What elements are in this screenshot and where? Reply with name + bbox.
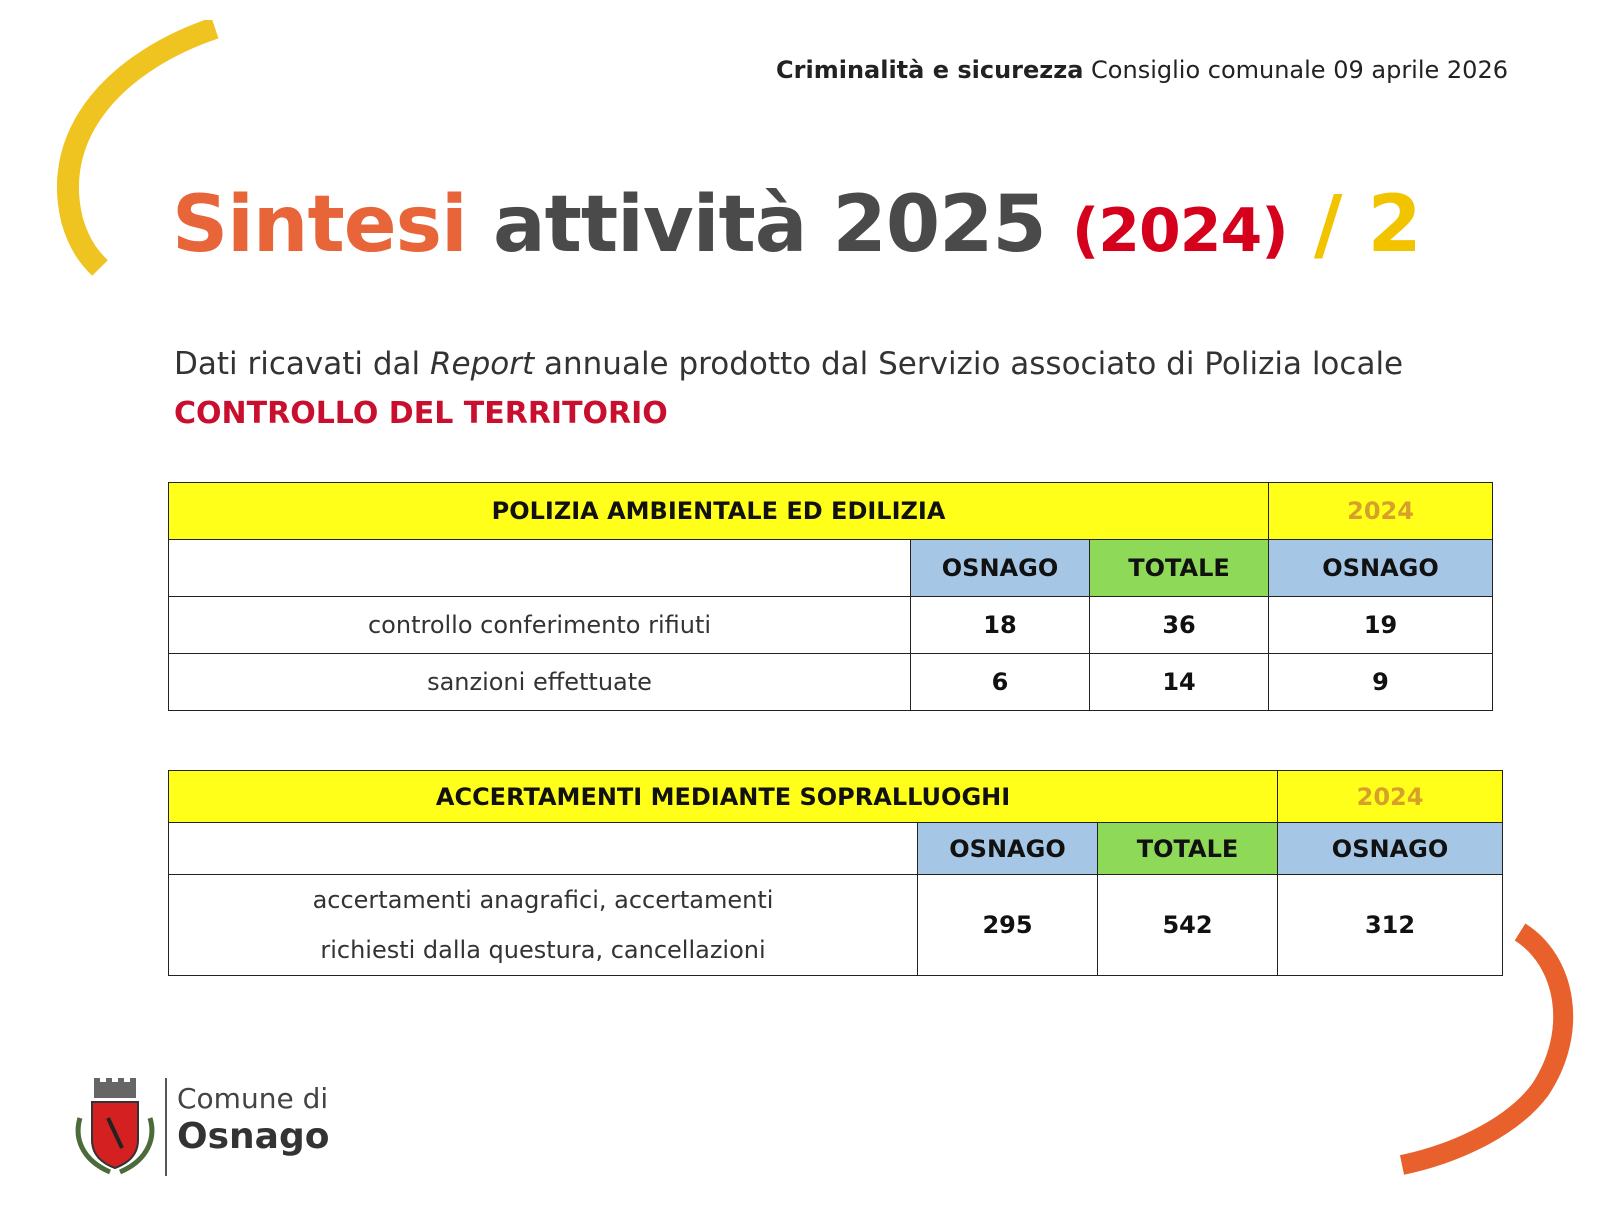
header-event: Consiglio comunale 09 aprile 2026 [1091, 56, 1508, 84]
table1-year: 2024 [1269, 483, 1493, 540]
intro-text [174, 346, 1403, 382]
title-part1: Sintesi [172, 180, 467, 270]
table2-col-totale: TOTALE [1098, 823, 1278, 875]
cell-osnago-2024: 19 [1269, 597, 1493, 654]
cell-totale: 542 [1098, 875, 1278, 976]
table2-col-osnago-2024: OSNAGO [1278, 823, 1503, 875]
section-title: CONTROLLO DEL TERRITORIO [174, 396, 668, 431]
cell-osnago-2024: 312 [1278, 875, 1503, 976]
title-part4: / 2 [1313, 180, 1421, 270]
table1-col-osnago-2024: OSNAGO [1269, 540, 1493, 597]
row-label [169, 875, 918, 976]
row-label-line1: accertamenti anagrafici, accertamenti [312, 886, 774, 914]
cell-osnago: 6 [911, 654, 1090, 711]
table2-year: 2024 [1278, 771, 1503, 823]
table1-empty-header [169, 540, 911, 597]
table-row [169, 875, 1503, 976]
title-part2: attività 2025 [492, 180, 1046, 270]
logo-line1: Comune di [177, 1082, 329, 1115]
table-row [169, 597, 1493, 654]
logo-separator [165, 1078, 167, 1176]
title-part3: (2024) [1071, 196, 1288, 266]
table1-title: POLIZIA AMBIENTALE ED EDILIZIA [169, 483, 1269, 540]
row-label: controllo conferimento rifiuti [169, 597, 911, 654]
cell-osnago-2024: 9 [1269, 654, 1493, 711]
table-polizia-ambientale [168, 482, 1493, 711]
cell-osnago: 18 [911, 597, 1090, 654]
table2-title: ACCERTAMENTI MEDIANTE SOPRALLUOGHI [169, 771, 1278, 823]
table1-col-totale: TOTALE [1090, 540, 1269, 597]
table1-col-osnago: OSNAGO [911, 540, 1090, 597]
intro-italic: Report [430, 346, 535, 382]
table-row [169, 654, 1493, 711]
header-topic: Criminalità e sicurezza [776, 56, 1084, 84]
row-label-line2: richiesti dalla questura, cancellazioni [320, 936, 766, 964]
table2-empty-header [169, 823, 918, 875]
cell-totale: 36 [1090, 597, 1269, 654]
table2-col-osnago: OSNAGO [918, 823, 1098, 875]
page-title [172, 180, 1421, 270]
logo-line2: Osnago [177, 1116, 330, 1157]
intro-after: annuale prodotto dal Servizio associato di Polizia locale [534, 346, 1404, 382]
row-label: sanzioni effettuate [169, 654, 911, 711]
table-accertamenti [168, 770, 1503, 976]
slide-header [776, 56, 1508, 84]
cell-osnago: 295 [918, 875, 1098, 976]
coat-of-arms-icon [70, 1078, 160, 1178]
intro-before: Dati ricavati dal [174, 346, 430, 382]
cell-totale: 14 [1090, 654, 1269, 711]
